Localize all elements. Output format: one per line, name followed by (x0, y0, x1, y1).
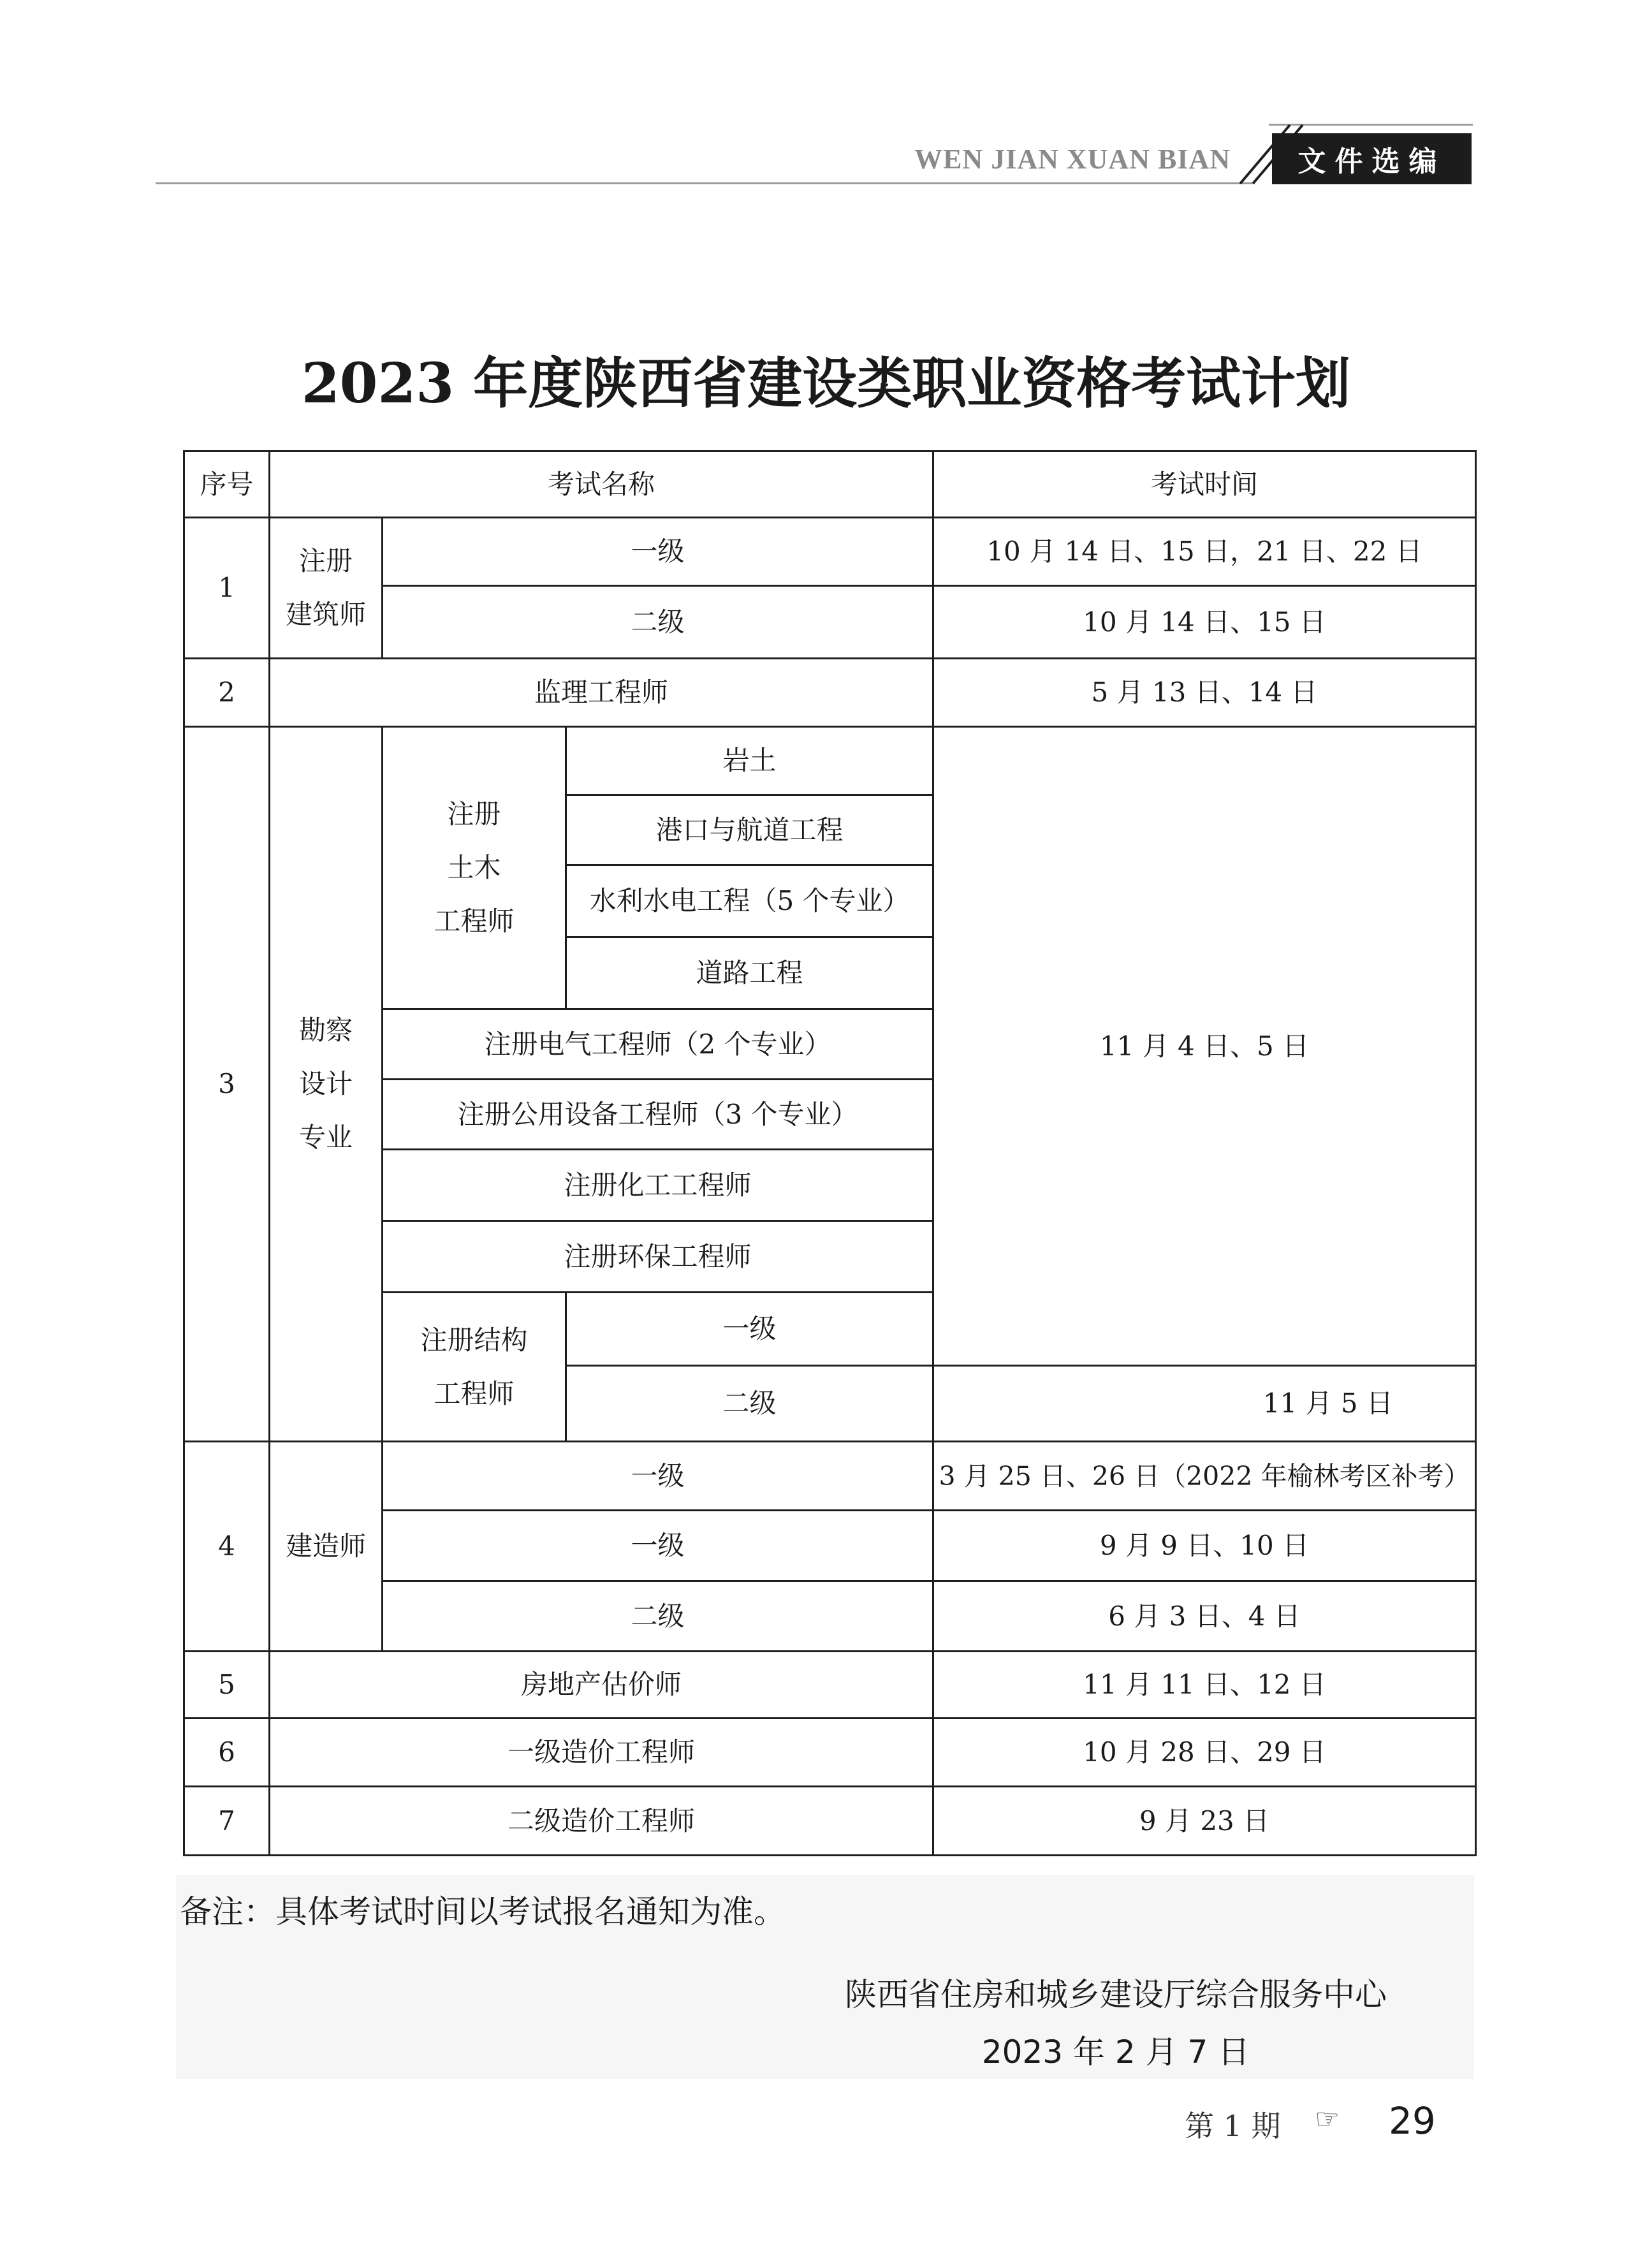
section-badge: 文件选编 (1272, 133, 1472, 184)
group-line: 勘察 (298, 1015, 353, 1046)
table-row-3-civil-2: 港口与航道工程 (565, 794, 934, 866)
table-row-3-struct-2: 二级 (565, 1365, 934, 1442)
table-row-6-name: 一级造价工程师 (268, 1717, 934, 1787)
table-row-5-time: 11 月 11 日、12 日 (932, 1650, 1477, 1719)
table-row-3-time-struct-2: 11 月 5 日 (932, 1365, 1477, 1442)
table-row-1-sub-1: 一级 (381, 517, 934, 587)
table-row-3-public: 注册公用设备工程师（3 个专业） (381, 1078, 934, 1150)
table-row-4-sub-1: 一级 (381, 1441, 934, 1511)
table-row-4-seq: 4 (183, 1441, 270, 1652)
document-title: 2023 年度陕西省建设类职业资格考试计划 (301, 351, 1351, 416)
table-row-3-env: 注册环保工程师 (381, 1220, 934, 1293)
issuing-organization: 陕西省住房和城乡建设厅综合服务中心 (845, 1976, 1387, 2013)
table-header-seq: 序号 (183, 450, 270, 518)
table-row-4-time-1: 3 月 25 日、26 日（2022 年榆林考区补考） (932, 1441, 1477, 1511)
table-row-1-time-1: 10 月 14 日、15 日，21 日、22 日 (932, 517, 1477, 587)
table-row-5-seq: 5 (183, 1650, 270, 1719)
table-row-3-time-main: 11 月 4 日、5 日 (932, 726, 1477, 1367)
table-row-1-time-2: 10 月 14 日、15 日 (932, 585, 1477, 659)
table-row-3-civil-1: 岩土 (565, 726, 934, 796)
issue-number: 第 1 期 (1185, 2109, 1281, 2143)
table-row-2-name: 监理工程师 (268, 657, 934, 728)
table-row-2-time: 5 月 13 日、14 日 (932, 657, 1477, 728)
table-row-4-sub-2: 一级 (381, 1509, 934, 1582)
table-row-7-name: 二级造价工程师 (268, 1785, 934, 1856)
table-row-6-seq: 6 (183, 1717, 270, 1787)
group-line: 工程师 (434, 1377, 515, 1409)
table-header-time: 考试时间 (932, 450, 1477, 518)
table-row-3-civil-4: 道路工程 (565, 936, 934, 1010)
group-line: 建筑师 (285, 599, 366, 630)
group-line: 注册 (447, 798, 501, 830)
table-row-4-time-3: 6 月 3 日、4 日 (932, 1580, 1477, 1652)
remark-note: 备注：具体考试时间以考试报名通知为准。 (180, 1893, 786, 1930)
table-row-1-sub-2: 二级 (381, 585, 934, 659)
group-line: 专业 (298, 1122, 353, 1153)
table-row-3-struct-group (381, 1291, 567, 1442)
table-row-4-time-2: 9 月 9 日、10 日 (932, 1509, 1477, 1582)
table-row-3-seq: 3 (183, 726, 270, 1442)
table-row-3-civil-group (381, 726, 567, 1010)
issue-date: 2023 年 2 月 7 日 (981, 2034, 1250, 2071)
table-row-6-time: 10 月 28 日、29 日 (932, 1717, 1477, 1787)
table-header-name: 考试名称 (268, 450, 934, 518)
table-row-1-seq: 1 (183, 517, 270, 659)
table-row-2-seq: 2 (183, 657, 270, 728)
table-row-3-electric: 注册电气工程师（2 个专业） (381, 1008, 934, 1080)
group-line: 土木 (447, 852, 501, 883)
header-rule (156, 182, 1252, 184)
table-row-4-sub-3: 二级 (381, 1580, 934, 1652)
table-row-3-struct-1: 一级 (565, 1291, 934, 1367)
table-row-5-name: 房地产估价师 (268, 1650, 934, 1719)
table-row-1-group (268, 517, 383, 659)
table-row-7-time: 9 月 23 日 (932, 1785, 1477, 1856)
page-number: 29 (1389, 2099, 1436, 2143)
table-row-3-group (268, 726, 383, 1442)
table-row-3-civil-3: 水利水电工程（5 个专业） (565, 864, 934, 938)
pointing-hand-icon: ☞ (1315, 2103, 1340, 2136)
group-line: 工程师 (434, 905, 515, 937)
group-line: 设计 (298, 1068, 353, 1099)
table-row-7-seq: 7 (183, 1785, 270, 1856)
table-row-4-group: 建造师 (268, 1441, 383, 1652)
table-row-3-chem: 注册化工工程师 (381, 1148, 934, 1222)
section-name-en: WEN JIAN XUAN BIAN (914, 143, 1231, 175)
group-line: 注册结构 (420, 1324, 528, 1356)
group-line: 注册 (298, 545, 353, 576)
